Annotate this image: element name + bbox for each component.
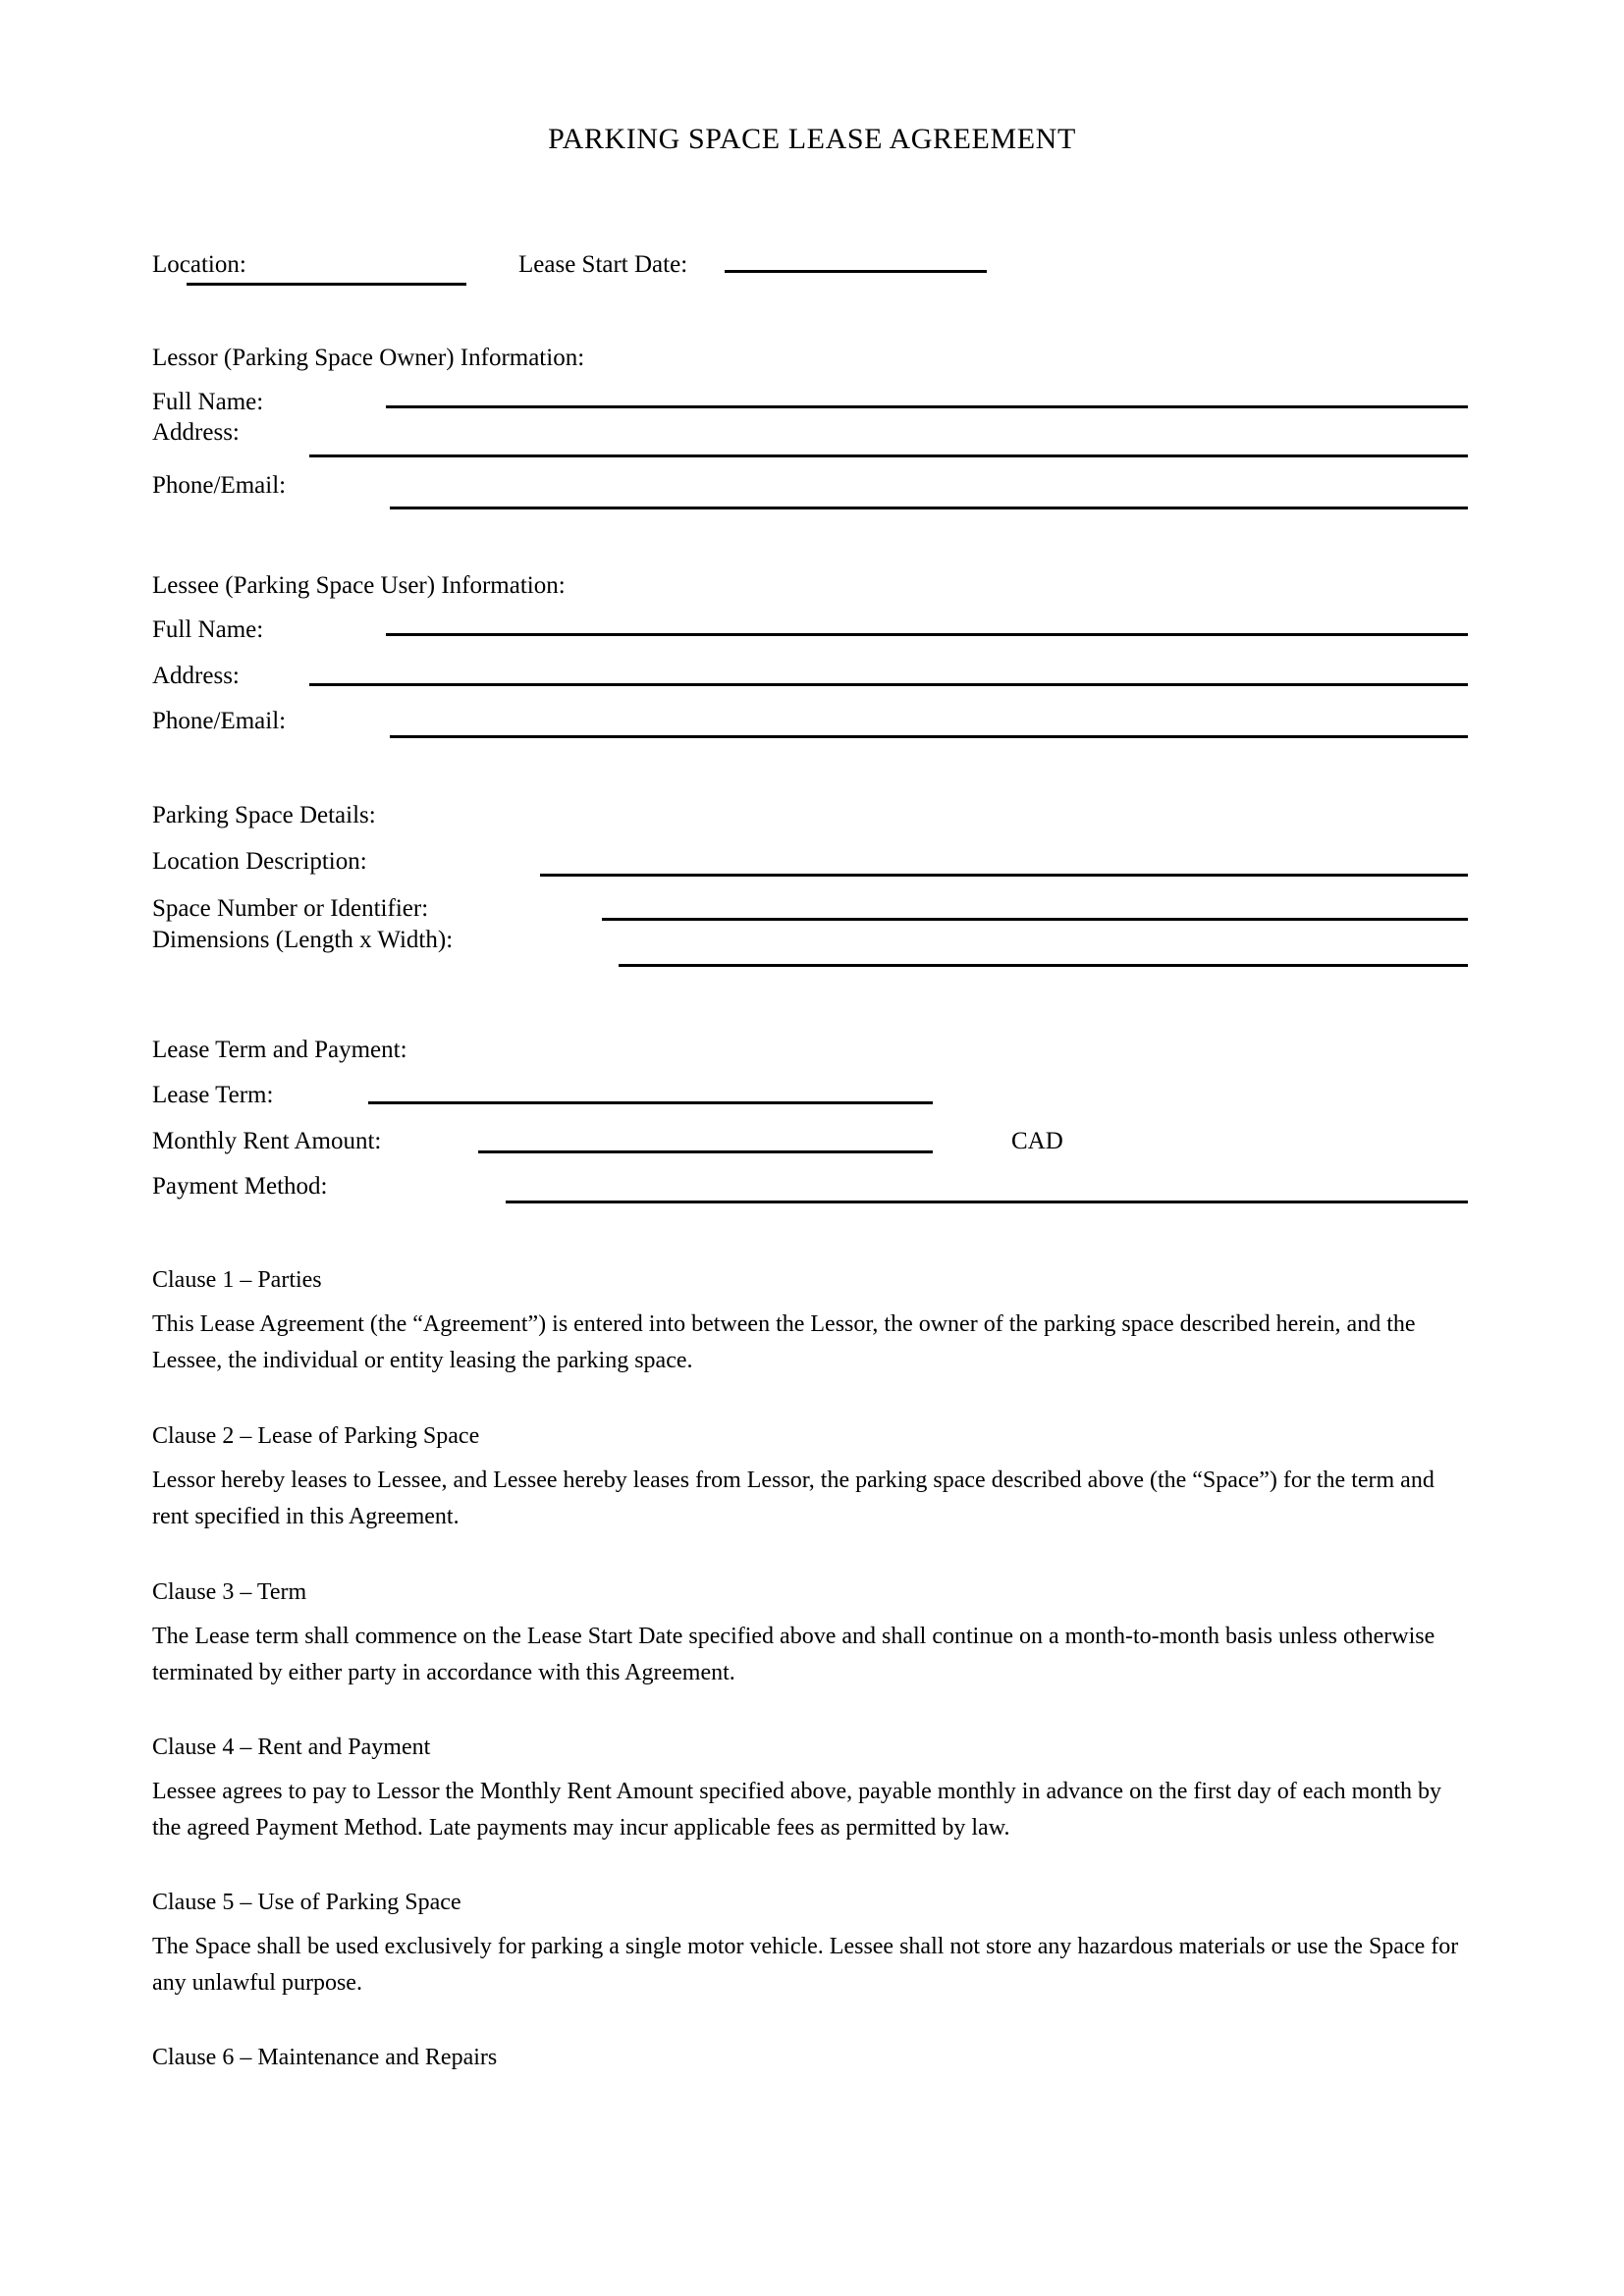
dimensions-input-rule[interactable]	[619, 964, 1468, 967]
clause-6-heading: Clause 6 – Maintenance and Repairs	[152, 2045, 498, 2070]
space-number-input-rule[interactable]	[602, 918, 1468, 921]
dimensions-row	[152, 924, 453, 957]
monthly-rent-label: Monthly Rent Amount:	[152, 1128, 382, 1154]
lessor-phone-email-row	[152, 469, 286, 503]
lessor-full-name-label: Full Name:	[152, 389, 264, 415]
monthly-rent-row	[152, 1125, 381, 1158]
lessee-full-name-input-rule[interactable]	[386, 633, 1468, 636]
space-number-row	[152, 892, 428, 926]
currency-label: CAD	[1011, 1128, 1063, 1154]
page-title: PARKING SPACE LEASE AGREEMENT	[548, 123, 1076, 155]
parking-space-section-heading: Parking Space Details:	[152, 802, 376, 828]
clause-3-heading: Clause 3 – Term	[152, 1579, 307, 1605]
lessor-phone-email-label: Phone/Email:	[152, 472, 287, 499]
lease-term-label: Lease Term:	[152, 1082, 274, 1108]
clause-2-heading: Clause 2 – Lease of Parking Space	[152, 1423, 480, 1449]
lessor-phone-email-input-rule[interactable]	[390, 507, 1468, 509]
lessor-address-input-rule[interactable]	[309, 454, 1468, 457]
lessor-address-row	[152, 416, 240, 450]
lease-start-date-input-rule[interactable]	[725, 270, 987, 273]
location-description-input-rule[interactable]	[540, 874, 1468, 877]
lessee-full-name-row	[152, 614, 263, 647]
payment-method-label: Payment Method:	[152, 1173, 328, 1200]
clause-3-body: The Lease term shall commence on the Lease Start Date specified above and shall continue on a month-to-month basis unless otherwise terminated by either party in accordance with this Agreement.	[152, 1624, 1435, 1685]
dimensions-label: Dimensions (Length x Width):	[152, 927, 454, 953]
lessee-phone-email-row	[152, 705, 286, 738]
lessee-address-row	[152, 660, 240, 693]
payment-method-row	[152, 1170, 327, 1203]
lessee-address-label: Address:	[152, 663, 240, 689]
location-description-label: Location Description:	[152, 848, 367, 875]
lessor-full-name-row	[152, 386, 263, 419]
clause-4-body: Lessee agrees to pay to Lessor the Monthly Rent Amount specified above, payable monthly in advance on the first day of each month by the agreed Payment Method. Late payments may incur applicable fees as permitted by law.	[152, 1779, 1441, 1841]
lease-term-input-rule[interactable]	[368, 1101, 933, 1104]
clause-2-body: Lessor hereby leases to Lessee, and Lessee hereby leases from Lessor, the parking space described above (the “Space”) for the term and rent specified in this Agreement.	[152, 1468, 1435, 1529]
clause-5-heading: Clause 5 – Use of Parking Space	[152, 1890, 461, 1915]
lessor-section-heading: Lessor (Parking Space Owner) Information:	[152, 345, 585, 371]
clause-4-heading: Clause 4 – Rent and Payment	[152, 1735, 431, 1760]
lessee-full-name-label: Full Name:	[152, 616, 264, 643]
clause-1-heading: Clause 1 – Parties	[152, 1267, 322, 1293]
lease-start-date-label-wrap	[518, 248, 687, 282]
lease-term-section-heading: Lease Term and Payment:	[152, 1037, 407, 1063]
location-input-rule[interactable]	[187, 283, 466, 286]
space-number-label: Space Number or Identifier:	[152, 895, 429, 922]
lessor-address-label: Address:	[152, 419, 240, 446]
lessee-phone-email-input-rule[interactable]	[390, 735, 1468, 738]
clause-1-body: This Lease Agreement (the “Agreement”) is entered into between the Lessor, the owner of the parking space described herein, and the Lessee, the individual or entity leasing the parking space.	[152, 1311, 1416, 1373]
lessee-address-input-rule[interactable]	[309, 683, 1468, 686]
lessee-phone-email-label: Phone/Email:	[152, 708, 287, 734]
lessor-full-name-input-rule[interactable]	[386, 405, 1468, 408]
monthly-rent-input-rule[interactable]	[478, 1150, 933, 1153]
lease-start-date-label: Lease Start Date:	[518, 251, 688, 278]
clause-5-body: The Space shall be used exclusively for parking a single motor vehicle. Lessee shall not store any hazardous materials or use the Space for any unlawful purpose.	[152, 1934, 1459, 1996]
location-description-row	[152, 845, 367, 879]
payment-method-input-rule[interactable]	[506, 1201, 1468, 1203]
lease-term-row	[152, 1079, 273, 1112]
location-field-label-wrap	[152, 248, 246, 282]
location-label: Location:	[152, 251, 246, 278]
lessee-section-heading: Lessee (Parking Space User) Information:	[152, 572, 566, 599]
